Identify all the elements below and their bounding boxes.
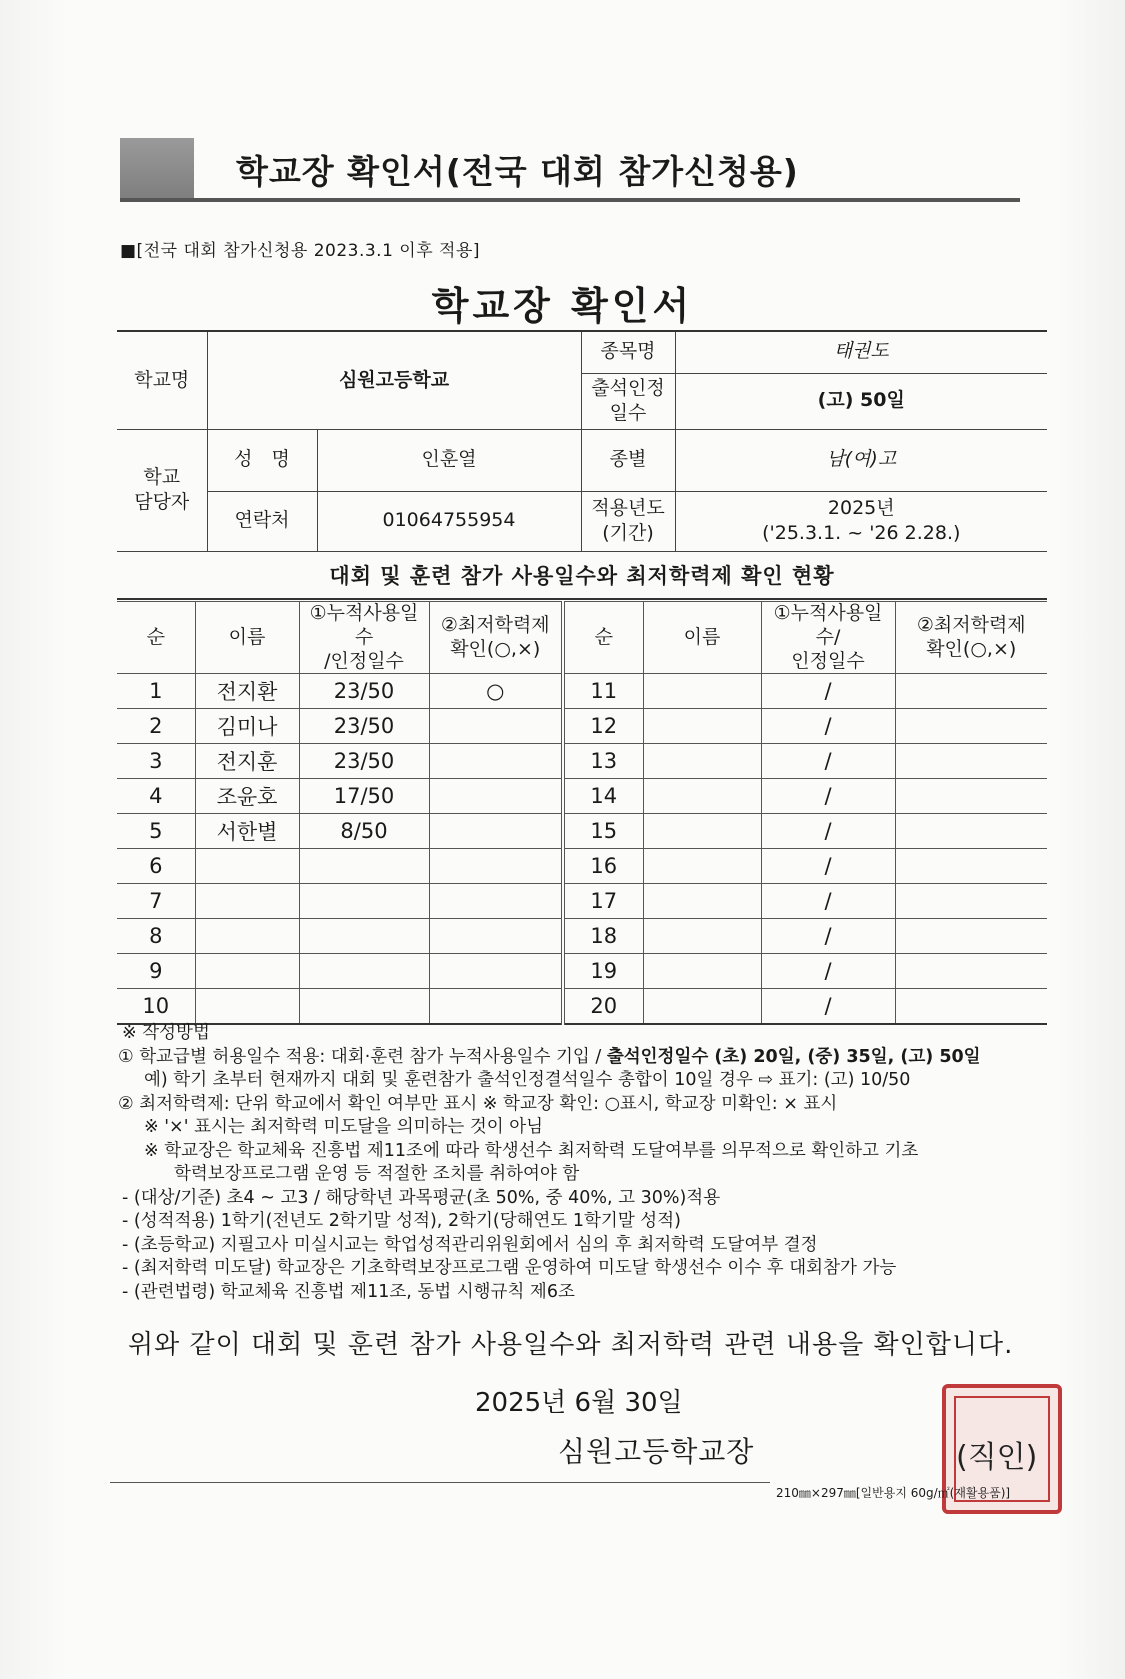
row-days: 8/50 (299, 814, 429, 849)
row-check (429, 884, 563, 919)
row-check (429, 779, 563, 814)
row-days-right: / (761, 709, 895, 744)
attendance-label (581, 373, 675, 429)
note-1-text: ① 학교급별 허용일수 적용: 대회·훈련 참가 누적사용일수 기입 / (118, 1046, 607, 1067)
row-name-right (643, 709, 761, 744)
gender-value: 남(여)고 (675, 429, 1047, 491)
row-check (429, 709, 563, 744)
year-label-line2: (기간) (602, 522, 654, 545)
school-label: 학교명 (117, 331, 207, 429)
document-title: 학교장 확인서 (431, 284, 694, 328)
row-check-right (895, 709, 1047, 744)
row-days (299, 989, 429, 1024)
note-2-b1: ※ 학교장은 학교체육 진흥법 제11조에 따라 학생선수 최저학력 도달여부를 의무적으로 확인하고 기초 (144, 1140, 919, 1161)
header-days (299, 602, 429, 674)
row-days: 23/50 (299, 709, 429, 744)
row-no: 6 (117, 849, 195, 884)
row-no-right: 19 (563, 954, 643, 989)
header-days-line1: ①누적사용일수 (309, 602, 419, 648)
note-2-a: ※ '×' 표시는 최저학력 미도달을 의미하는 것이 아님 (144, 1117, 544, 1137)
note-2: ② 최저학력제: 단위 학교에서 확인 여부만 표시 ※ 학교장 확인: ○표시, 학교장 미확인: × 표시 (118, 1093, 838, 1114)
header-band (120, 138, 1020, 202)
row-no: 3 (117, 744, 195, 779)
issue-date: 2025년 6월 30일 (475, 1388, 683, 1418)
year-value-line2: ('25.3.1. ~ '26 2.28.) (762, 522, 961, 545)
row-name (195, 989, 299, 1024)
row-no-right: 11 (563, 674, 643, 709)
row-no: 10 (117, 989, 195, 1024)
row-days-right: / (761, 884, 895, 919)
header-name: 이름 (195, 602, 299, 674)
table-row (117, 919, 1047, 954)
header-check-line1: ②최저학력제 (440, 613, 550, 636)
row-check-right (895, 744, 1047, 779)
row-name (195, 919, 299, 954)
applicability-note: ■[전국 대회 참가신청용 2023.3.1 이후 적용] (120, 241, 481, 261)
info-table (117, 330, 1047, 552)
header-rule (120, 198, 1020, 202)
roster-header-row (117, 602, 1047, 674)
header-no: 순 (117, 602, 195, 674)
staff-label-line2: 담당자 (134, 491, 190, 514)
detail-1: - (대상/기준) 초4 ~ 고3 / 해당학년 과목평균(초 50%, 중 40%, 고 30%)적용 (122, 1187, 721, 1208)
row-days-right: / (761, 849, 895, 884)
row-days: 23/50 (299, 744, 429, 779)
row-check (429, 954, 563, 989)
row-days-right: / (761, 744, 895, 779)
header-check-right-line2: 확인(○,×) (926, 637, 1017, 660)
note-2-b2: 학력보장프로그램 운영 등 적절한 조치를 취하여야 함 (174, 1164, 580, 1184)
row-check: ○ (429, 674, 563, 709)
table-row (117, 709, 1047, 744)
detail-4: - (최저학력 미도달) 학교장은 기초학력보장프로그램 운영하여 미도달 학생선수 이수 후 대회참가 가능 (122, 1258, 897, 1278)
row-check-right (895, 779, 1047, 814)
table-row (117, 814, 1047, 849)
attendance-value: (고) 50일 (675, 373, 1047, 429)
year-value (675, 491, 1047, 551)
row-name (195, 954, 299, 989)
row-no: 2 (117, 709, 195, 744)
row-days-right: / (761, 954, 895, 989)
row-check (429, 744, 563, 779)
header-check-right (895, 602, 1047, 674)
instructions (118, 1022, 1053, 1304)
row-no-right: 16 (563, 849, 643, 884)
row-days: 23/50 (299, 674, 429, 709)
row-check (429, 814, 563, 849)
confirmation-statement: 위와 같이 대회 및 훈련 참가 사용일수와 최저학력 관련 내용을 확인합니다. (128, 1330, 1014, 1360)
row-days-right: / (761, 989, 895, 1024)
row-check-right (895, 954, 1047, 989)
row-name (195, 884, 299, 919)
header-days-line2: /인정일수 (324, 649, 404, 672)
row-name-right (643, 954, 761, 989)
contact-label: 연락처 (207, 491, 317, 551)
year-label-line1: 적용년도 (591, 496, 665, 519)
header-days-right-line2: 인정일수 (791, 649, 865, 672)
row-no-right: 18 (563, 919, 643, 954)
footer-rule (110, 1482, 770, 1483)
row-name-right (643, 849, 761, 884)
row-name-right (643, 674, 761, 709)
row-days (299, 884, 429, 919)
row-name: 김미나 (195, 709, 299, 744)
row-no-right: 17 (563, 884, 643, 919)
attendance-label-line1: 출석인정 (591, 376, 665, 399)
principal-signature-line: 심원고등학교장 (558, 1435, 755, 1468)
row-check-right (895, 674, 1047, 709)
table-row (117, 674, 1047, 709)
row-name-right (643, 779, 761, 814)
row-days (299, 849, 429, 884)
row-no-right: 20 (563, 989, 643, 1024)
seal-label: (직인) (956, 1440, 1038, 1475)
sport-label: 종목명 (581, 331, 675, 373)
detail-3: - (초등학교) 지필고사 미실시교는 학업성적관리위원회에서 심의 후 최저학력 도달여부 결정 (122, 1234, 818, 1255)
header-days-right-line1: ①누적사용일수/ (773, 602, 883, 648)
row-no-right: 15 (563, 814, 643, 849)
staff-label (117, 429, 207, 551)
year-label (581, 491, 675, 551)
row-no: 1 (117, 674, 195, 709)
row-no: 7 (117, 884, 195, 919)
table-row (117, 884, 1047, 919)
row-no: 8 (117, 919, 195, 954)
gender-label: 종별 (581, 429, 675, 491)
table-row (117, 989, 1047, 1024)
row-days-right: / (761, 779, 895, 814)
row-name-right (643, 744, 761, 779)
row-name (195, 849, 299, 884)
name-value: 인훈열 (317, 429, 581, 491)
year-value-line1: 2025년 (827, 496, 895, 519)
row-name: 전지훈 (195, 744, 299, 779)
section-title: 대회 및 훈련 참가 사용일수와 최저학력제 확인 현황 (117, 552, 1047, 600)
row-days (299, 954, 429, 989)
school-value: 심원고등학교 (207, 331, 581, 429)
row-name: 서한별 (195, 814, 299, 849)
row-check-right (895, 989, 1047, 1024)
row-name-right (643, 989, 761, 1024)
row-name-right (643, 884, 761, 919)
attendance-label-line2: 일수 (609, 402, 647, 425)
table-row (117, 744, 1047, 779)
row-check-right (895, 919, 1047, 954)
row-days-right: / (761, 674, 895, 709)
row-name-right (643, 814, 761, 849)
row-check (429, 849, 563, 884)
row-check-right (895, 814, 1047, 849)
table-row (117, 954, 1047, 989)
note-1-bold: 출석인정일수 (초) 20일, (중) 35일, (고) 50일 (606, 1046, 981, 1067)
notes-heading: ※ 작성방법 (122, 1023, 210, 1043)
row-name-right (643, 919, 761, 954)
row-no-right: 14 (563, 779, 643, 814)
header-check-line2: 확인(○,×) (450, 637, 541, 660)
header-name-right: 이름 (643, 602, 761, 674)
row-check-right (895, 884, 1047, 919)
detail-2: - (성적적용) 1학기(전년도 2학기말 성적), 2학기(당해연도 1학기말 성적) (122, 1211, 681, 1231)
row-days-right: / (761, 919, 895, 954)
header-days-right (761, 602, 895, 674)
row-check (429, 989, 563, 1024)
name-label: 성 명 (207, 429, 317, 491)
row-name: 조윤호 (195, 779, 299, 814)
roster-table (117, 601, 1047, 1025)
row-no-right: 13 (563, 744, 643, 779)
row-days (299, 919, 429, 954)
detail-5: - (관련법령) 학교체육 진흥법 제11조, 동법 시행규칙 제6조 (122, 1281, 575, 1302)
header-check (429, 602, 563, 674)
table-row (117, 849, 1047, 884)
contact-value: 01064755954 (317, 491, 581, 551)
row-no: 4 (117, 779, 195, 814)
header-check-right-line1: ②최저학력제 (916, 613, 1026, 636)
row-days: 17/50 (299, 779, 429, 814)
header-gray-block (120, 138, 194, 202)
paper-spec-note: 210㎜×297㎜[일반용지 60g/㎡(재활용품)] (776, 1486, 1011, 1500)
staff-label-line1: 학교 (143, 465, 181, 488)
row-name: 전지환 (195, 674, 299, 709)
sport-value: 태권도 (675, 331, 1047, 373)
table-row (117, 779, 1047, 814)
row-check (429, 919, 563, 954)
note-1-example: 예) 학기 초부터 현재까지 대회 및 훈련참가 출석인정결석일수 총합이 10일 경우 ⇨ 표기: (고) 10/50 (144, 1070, 911, 1090)
row-no-right: 12 (563, 709, 643, 744)
header-title: 학교장 확인서(전국 대회 참가신청용) (236, 152, 799, 191)
row-no: 5 (117, 814, 195, 849)
row-check-right (895, 849, 1047, 884)
header-no-right: 순 (563, 602, 643, 674)
row-no: 9 (117, 954, 195, 989)
note-1 (118, 1046, 1053, 1070)
row-days-right: / (761, 814, 895, 849)
